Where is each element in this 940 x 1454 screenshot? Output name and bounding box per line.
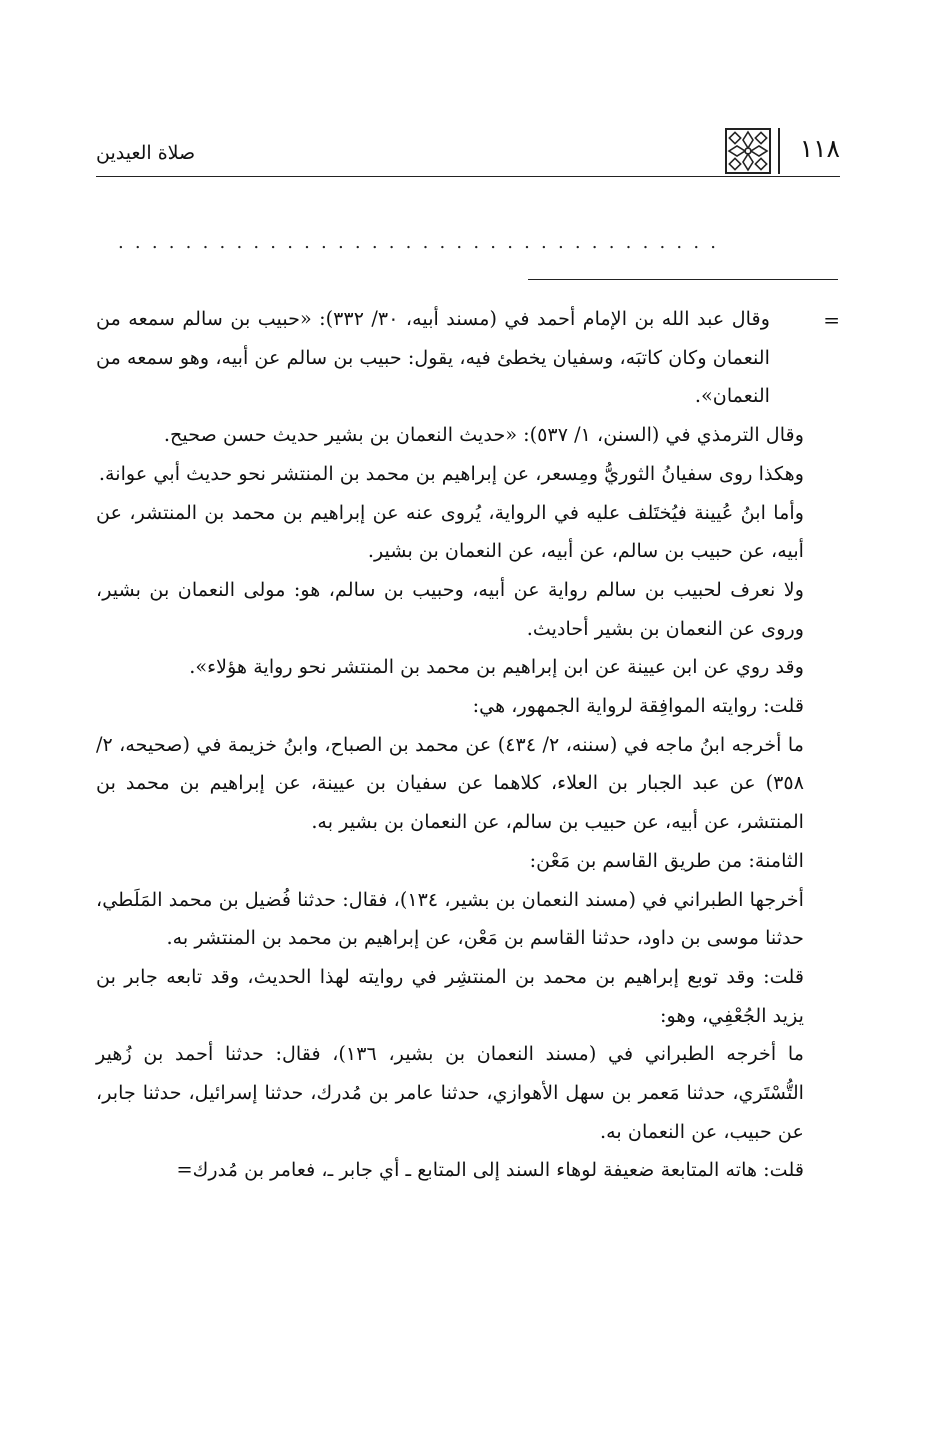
dotted-separator: .................................... xyxy=(118,232,728,253)
paragraph: وقد روي عن ابن عيينة عن ابن إبراهيم بن محمد بن المنتشر نحو رواية هؤلاء». xyxy=(189,655,804,679)
paragraph: وقال الترمذي في (السنن، ١/ ٥٣٧): «حديث النعمان بن بشير حديث حسن صحيح. xyxy=(163,423,804,447)
running-title: صلاة العيدين xyxy=(96,142,196,164)
paragraph: الثامنة: من طريق القاسم بن مَعْن: xyxy=(529,848,804,872)
paragraph: وهكذا روى سفيانُ الثوريُّ ومِسعر، عن إبراهيم بن محمد بن المنتشر نحو حديث أبي عوانة. xyxy=(98,461,804,485)
paragraph: أخرجها الطبراني في (مسند النعمان بن بشير، ١٣٤)، فقال: حدثنا فُضيل بن محمد المَلَطي، حدثنا موسى بن داود، حدثنا القاسم بن مَعْن، عن إبراهيم بن محمد بن المنتشر به. xyxy=(96,887,804,950)
geometric-ornament-icon xyxy=(725,128,771,174)
continuation-mark: = xyxy=(823,308,840,332)
header-divider xyxy=(778,128,780,174)
paragraph: قلت: وقد توبع إبراهيم بن محمد بن المنتشِر في روايته لهذا الحديث، وقد تابعه جابر بن يزيد الجُعْفِي، وهو: xyxy=(96,964,804,1027)
paragraph: قلت: هاته المتابعة ضعيفة لوهاء السند إلى المتابع ـ أي جابر ـ، فعامر بن مُدرك= xyxy=(176,1158,804,1182)
page-number: ١١٨ xyxy=(799,134,840,163)
paragraph: وقال عبد الله بن الإمام أحمد في (مسند أبيه، ٣٠/ ٣٣٢): «حبيب بن سالم سمعه من النعمان وكان كاتبَه، وسفيان يخطئ فيه، يقول: حبيب بن سالم عن أبيه، وهو سمعه من النعمان». xyxy=(96,307,770,408)
paragraph: قلت: روايته الموافِقة لرواية الجمهور، هي: xyxy=(472,694,804,718)
paragraph: ما أخرجه ابنُ ماجه في (سننه، ٢/ ٤٣٤) عن محمد بن الصباح، وابنُ خزيمة في (صحيحه، ٢/ ٣٥٨) عن عبد الجبار بن العلاء، كلاهما عن سفيان بن عيينة، عن إبراهيم بن محمد بن المنتشر، عن أبيه، عن حبيب بن سالم، عن النعمان بن بشير به. xyxy=(96,732,805,834)
running-header xyxy=(96,128,840,177)
footnote-rule xyxy=(528,279,838,280)
footnote-body xyxy=(96,300,804,1190)
paragraph: ولا نعرف لحبيب بن سالم رواية عن أبيه، وحبيب بن سالم، هو: مولى النعمان بن بشير، وروى عن النعمان بن بشير أحاديث. xyxy=(96,577,804,640)
paragraph: ما أخرجه الطبراني في (مسند النعمان بن بشير، ١٣٦)، فقال: حدثنا أحمد بن زُهير التُّسْتَري، حدثنا مَعمر بن سهل الأهوازي، حدثنا عامر بن مُدرك، حدثنا إسرائيل، حدثنا جابر، عن حبيب، عن النعمان به. xyxy=(96,1042,804,1143)
paragraph: وأما ابنُ عُيينة فيُختَلف عليه في الرواية، يُروى عنه عن إبراهيم بن محمد بن المنتشر، عن أبيه، عن حبيب بن سالم، عن أبيه، عن النعمان بن بشير. xyxy=(96,500,804,563)
